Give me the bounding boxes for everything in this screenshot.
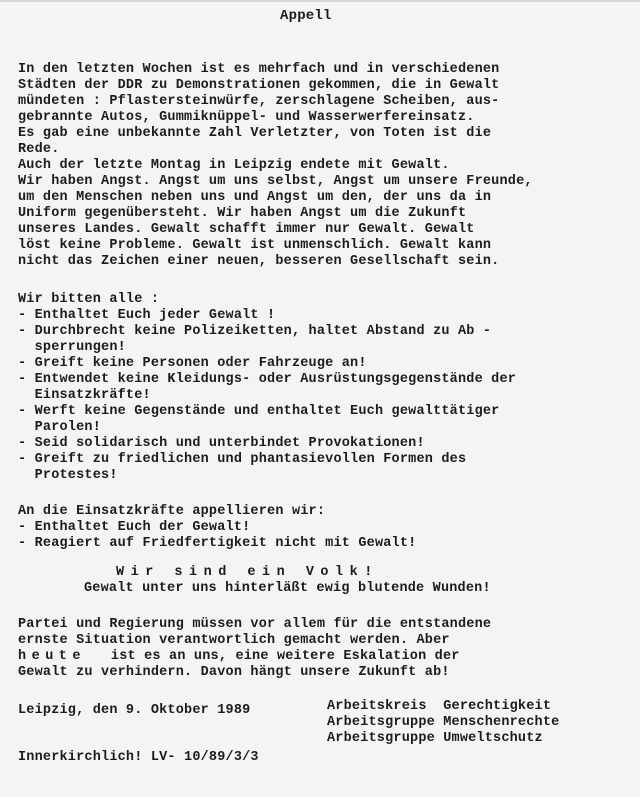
signatory: Arbeitsgruppe Menschenrechte	[327, 715, 560, 730]
appeal-list-item: Protestes!	[18, 468, 118, 483]
appeal-list-item: - Seid solidarisch und unterbindet Provokationen!	[18, 436, 425, 451]
forces-list-item: - Reagiert auf Friedfertigkeit nicht mit Gewalt!	[18, 536, 417, 551]
paragraph-line: Wir haben Angst. Angst um uns selbst, Angst um unsere Freunde,	[18, 174, 533, 189]
paragraph-line: Städten der DDR zu Demonstrationen gekommen, die in Gewalt	[18, 78, 500, 93]
paragraph-line: um den Menschen neben uns und Angst um den, der uns da in	[18, 190, 492, 205]
appeal-list-item: - Werft keine Gegenstände und enthaltet Euch gewalttätiger	[18, 404, 500, 419]
appeal-list-item: - Greift keine Personen oder Fahrzeuge an!	[18, 356, 367, 371]
appeal-intro: Wir bitten alle :	[18, 292, 160, 307]
appeal-list-item: Parolen!	[18, 420, 102, 435]
scan-edge	[0, 0, 640, 2]
paragraph-line: Es gab eine unbekannte Zahl Verletzter, von Toten ist die	[18, 126, 492, 141]
paragraph-line: unseres Landes. Gewalt schafft immer nur Gewalt. Gewalt	[18, 222, 475, 237]
appeal-list-item: - Entwendet keine Kleidungs- oder Ausrüstungsgegenstände der	[18, 372, 517, 387]
paragraph-line: In den letzten Wochen ist es mehrfach und in verschiedenen	[18, 62, 500, 77]
forces-intro: An die Einsatzkräfte appellieren wir:	[18, 504, 326, 519]
paragraph-line: löst keine Probleme. Gewalt ist unmenschlich. Gewalt kann	[18, 238, 492, 253]
heute-emphasis: heute	[18, 649, 87, 664]
appeal-list-item: Einsatzkräfte!	[18, 388, 151, 403]
forces-list-item: - Enthaltet Euch der Gewalt!	[18, 520, 251, 535]
paragraph-line: Rede.	[18, 142, 60, 157]
signatory: Arbeitskreis Gerechtigkeit	[327, 699, 552, 714]
place-date: Leipzig, den 9. Oktober 1989	[18, 703, 251, 718]
slogan-violence-wounds: Gewalt unter uns hinterläßt ewig blutende Wunden!	[84, 581, 491, 596]
appeal-list-item: sperrungen!	[18, 340, 126, 355]
document-title: Appell	[280, 8, 332, 24]
footer-note: Innerkirchlich! LV- 10/89/3/3	[18, 750, 259, 765]
appeal-list-item: - Enthaltet Euch jeder Gewalt !	[18, 308, 276, 323]
slogan-we-are-one-people: Wir sind ein Volk!	[116, 565, 379, 580]
appeal-list-item: - Greift zu friedlichen und phantasievollen Formen des	[18, 452, 467, 467]
signatory: Arbeitsgruppe Umweltschutz	[327, 731, 543, 746]
paragraph-line: Auch der letzte Montag in Leipzig endete mit Gewalt.	[18, 158, 450, 173]
closing-line: Gewalt zu verhindern. Davon hängt unsere Zukunft ab!	[18, 665, 450, 680]
closing-line-rest: ist es an uns, eine weitere Eskalation der	[110, 649, 460, 664]
closing-line: Partei und Regierung müssen vor allem für die entstandene	[18, 617, 492, 632]
appeal-list-item: - Durchbrecht keine Polizeiketten, haltet Abstand zu Ab -	[18, 324, 492, 339]
closing-line: ernste Situation verantwortlich gemacht werden. Aber	[18, 633, 450, 648]
paragraph-line: nicht das Zeichen einer neuen, besseren Gesellschaft sein.	[18, 254, 500, 269]
paragraph-line: mündeten : Pflastersteinwürfe, zerschlagene Scheiben, aus-	[18, 94, 500, 109]
paragraph-line: Uniform gegenübersteht. Wir haben Angst um die Zukunft	[18, 206, 467, 221]
closing-line-heute	[18, 649, 460, 665]
paragraph-line: gebrannte Autos, Gummiknüppel- und Wasserwerfereinsatz.	[18, 110, 475, 125]
